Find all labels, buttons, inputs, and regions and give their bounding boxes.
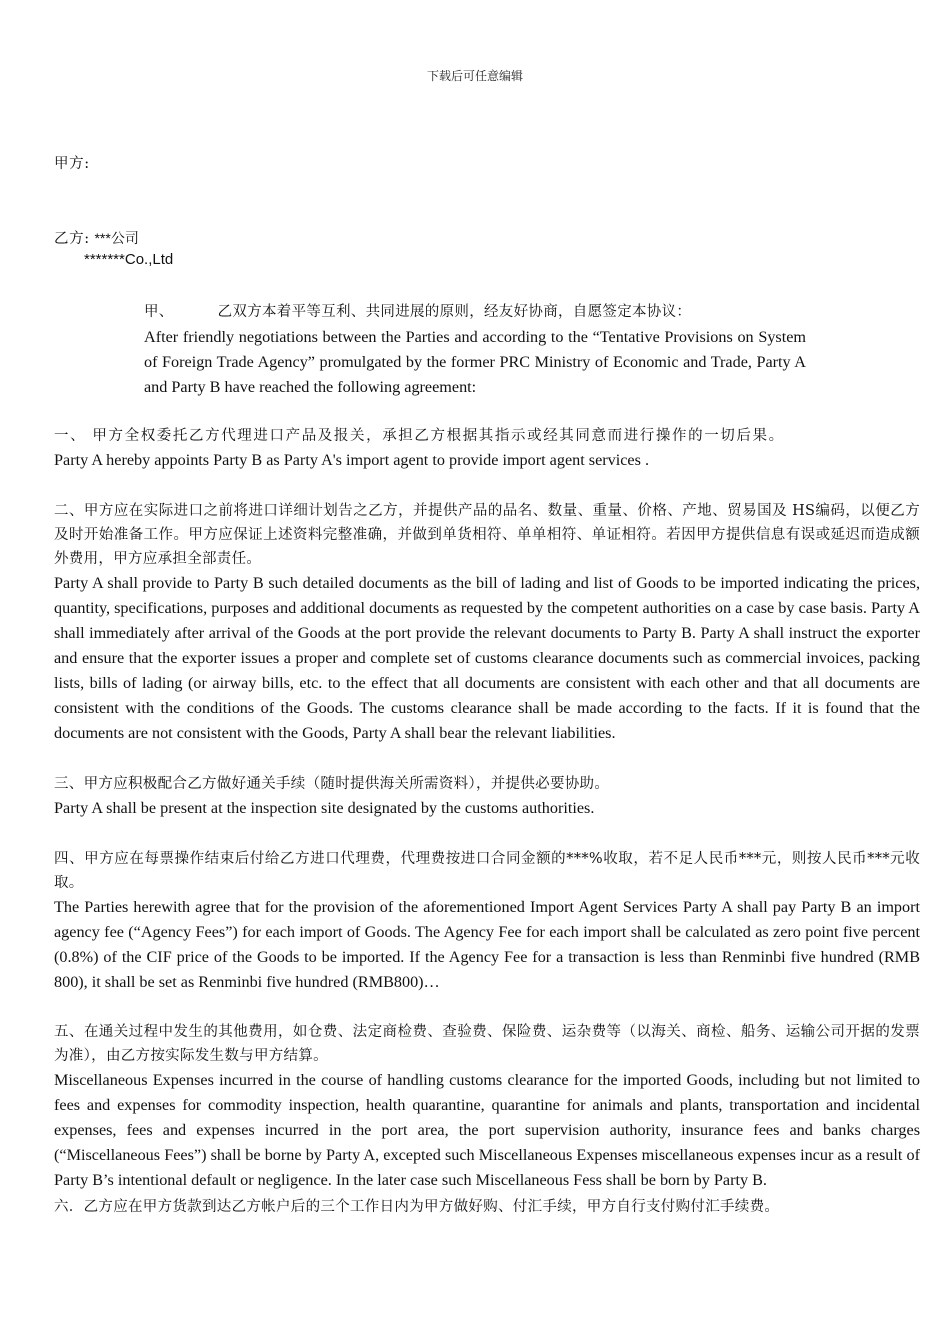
clause-3-cn: 三、甲方应积极配合乙方做好通关手续（随时提供海关所需资料），并提供必要协助。 — [54, 776, 610, 792]
party-a-label: 甲方: — [54, 156, 90, 172]
intro-section — [144, 300, 806, 400]
intro-en: After friendly negotiations between the Parties and according to the “Tentative Provisions on System of Foreign Trade Agency” promulgated by the former PRC Ministry of Economic and Trade, Party A and Party B have reached the following agreement: — [144, 328, 806, 396]
clause-4-cn: 四、甲方应在每票操作结束后付给乙方进口代理费，代理费按进口合同金额的***%收取，若不足人民币***元，则按人民币***元收取。 — [54, 851, 920, 891]
clause-3 — [54, 772, 920, 821]
clause-5 — [54, 1020, 920, 1219]
clause-3-en: Party A shall be present at the inspection site designated by the customs authorities. — [54, 799, 595, 817]
party-b-line — [54, 227, 139, 248]
clause-6-cn: 六．乙方应在甲方货款到达乙方帐户后的三个工作日内为甲方做好购、付汇手续，甲方自行支付购付汇手续费。 — [54, 1199, 780, 1215]
clause-4-en: The Parties herewith agree that for the provision of the aforementioned Import Agent Services Party A shall pay Party B an import agency fee (“Agency Fees”) for each import of Goods. The Agency Fee for each import shall be calculated as zero point five percent (0.8%) of the CIF price of the Goods to be imported. If the Agency Fee for a transaction is less than Renminbi five hundred (RMB 800), it shall be set as Renminbi five hundred (RMB800)… — [54, 898, 920, 991]
clause-5-en: Miscellaneous Expenses incurred in the course of handling customs clearance for the imported Goods, including but not limited to fees and expenses for commodity inspection, health quarantine, quarantine for animals and plants, transportation and incidental expenses, fees and expenses incurred in the port area, the port supervision authority, insurance fees and banks charges (“Miscellaneous Fees”) shall be borne by Party A, excepted such Miscellaneous Expenses miscellaneous expenses incur as a result of Party B’s intentional default or negligence. In the later case such Miscellaneous Fess shall be born by Party B. — [54, 1071, 920, 1189]
intro-cn — [144, 300, 806, 324]
clause-1-cn: 一、 甲方全权委托乙方代理进口产品及报关，承担乙方根据其指示或经其同意而进行操作的一切后果。 — [54, 428, 785, 444]
header-note: 下载后可任意编辑 — [426, 69, 523, 83]
party-b-label: 乙方: — [54, 231, 90, 247]
clause-2-en: Party A shall provide to Party B such detailed documents as the bill of lading and list of Goods to be imported indicating the prices, quantity, specifications, purposes and additional documents as requested by the competent authorities on a case by case basis. Party A shall immediately after arrival of the Goods at the port provide the relevant documents to Party B. Party A shall instruct the exporter and ensure that the exporter issues a proper and complete set of customs clearance documents such as commercial invoices, packing lists, bills of lading (or airway bills, etc. to the effect that all documents are consistent with each other and that all documents are consistent with the conditions of the Goods. The customs clearance shall be made according to the facts. If it is found that the documents are not consistent with the Goods, Party A shall bear the relevant liabilities. — [54, 574, 920, 742]
party-b-name-en: *******Co.,Ltd — [84, 251, 174, 268]
clause-1-en: Party A hereby appoints Party B as Party A's import agent to provide import agent services . — [54, 451, 650, 469]
party-b-name-cn: ***公司 — [94, 230, 139, 246]
clause-1 — [54, 424, 920, 473]
clause-5-cn: 五、在通关过程中发生的其他费用，如仓费、法定商检费、查验费、保险费、运杂费等（以海关、商检、船务、运输公司开据的发票为准），由乙方按实际发生数与甲方结算。 — [54, 1024, 920, 1064]
intro-cn-part2: 乙双方本着平等互利、共同进展的原则，经友好协商，自愿签定本协议： — [217, 304, 692, 320]
clause-2-cn: 二、甲方应在实际进口之前将进口详细计划告之乙方，并提供产品的品名、数量、重量、价格、产地、贸易国及 HS编码，以便乙方及时开始准备工作。甲方应保证上述资料完整准确，并做到单货相符、单单相符、单证相符。若因甲方提供信息有误或延迟而造成额外费用，甲方应承担全部责任。 — [54, 503, 920, 567]
clause-2 — [54, 499, 920, 746]
intro-cn-part1: 甲、 — [144, 304, 174, 320]
clause-4 — [54, 847, 920, 995]
